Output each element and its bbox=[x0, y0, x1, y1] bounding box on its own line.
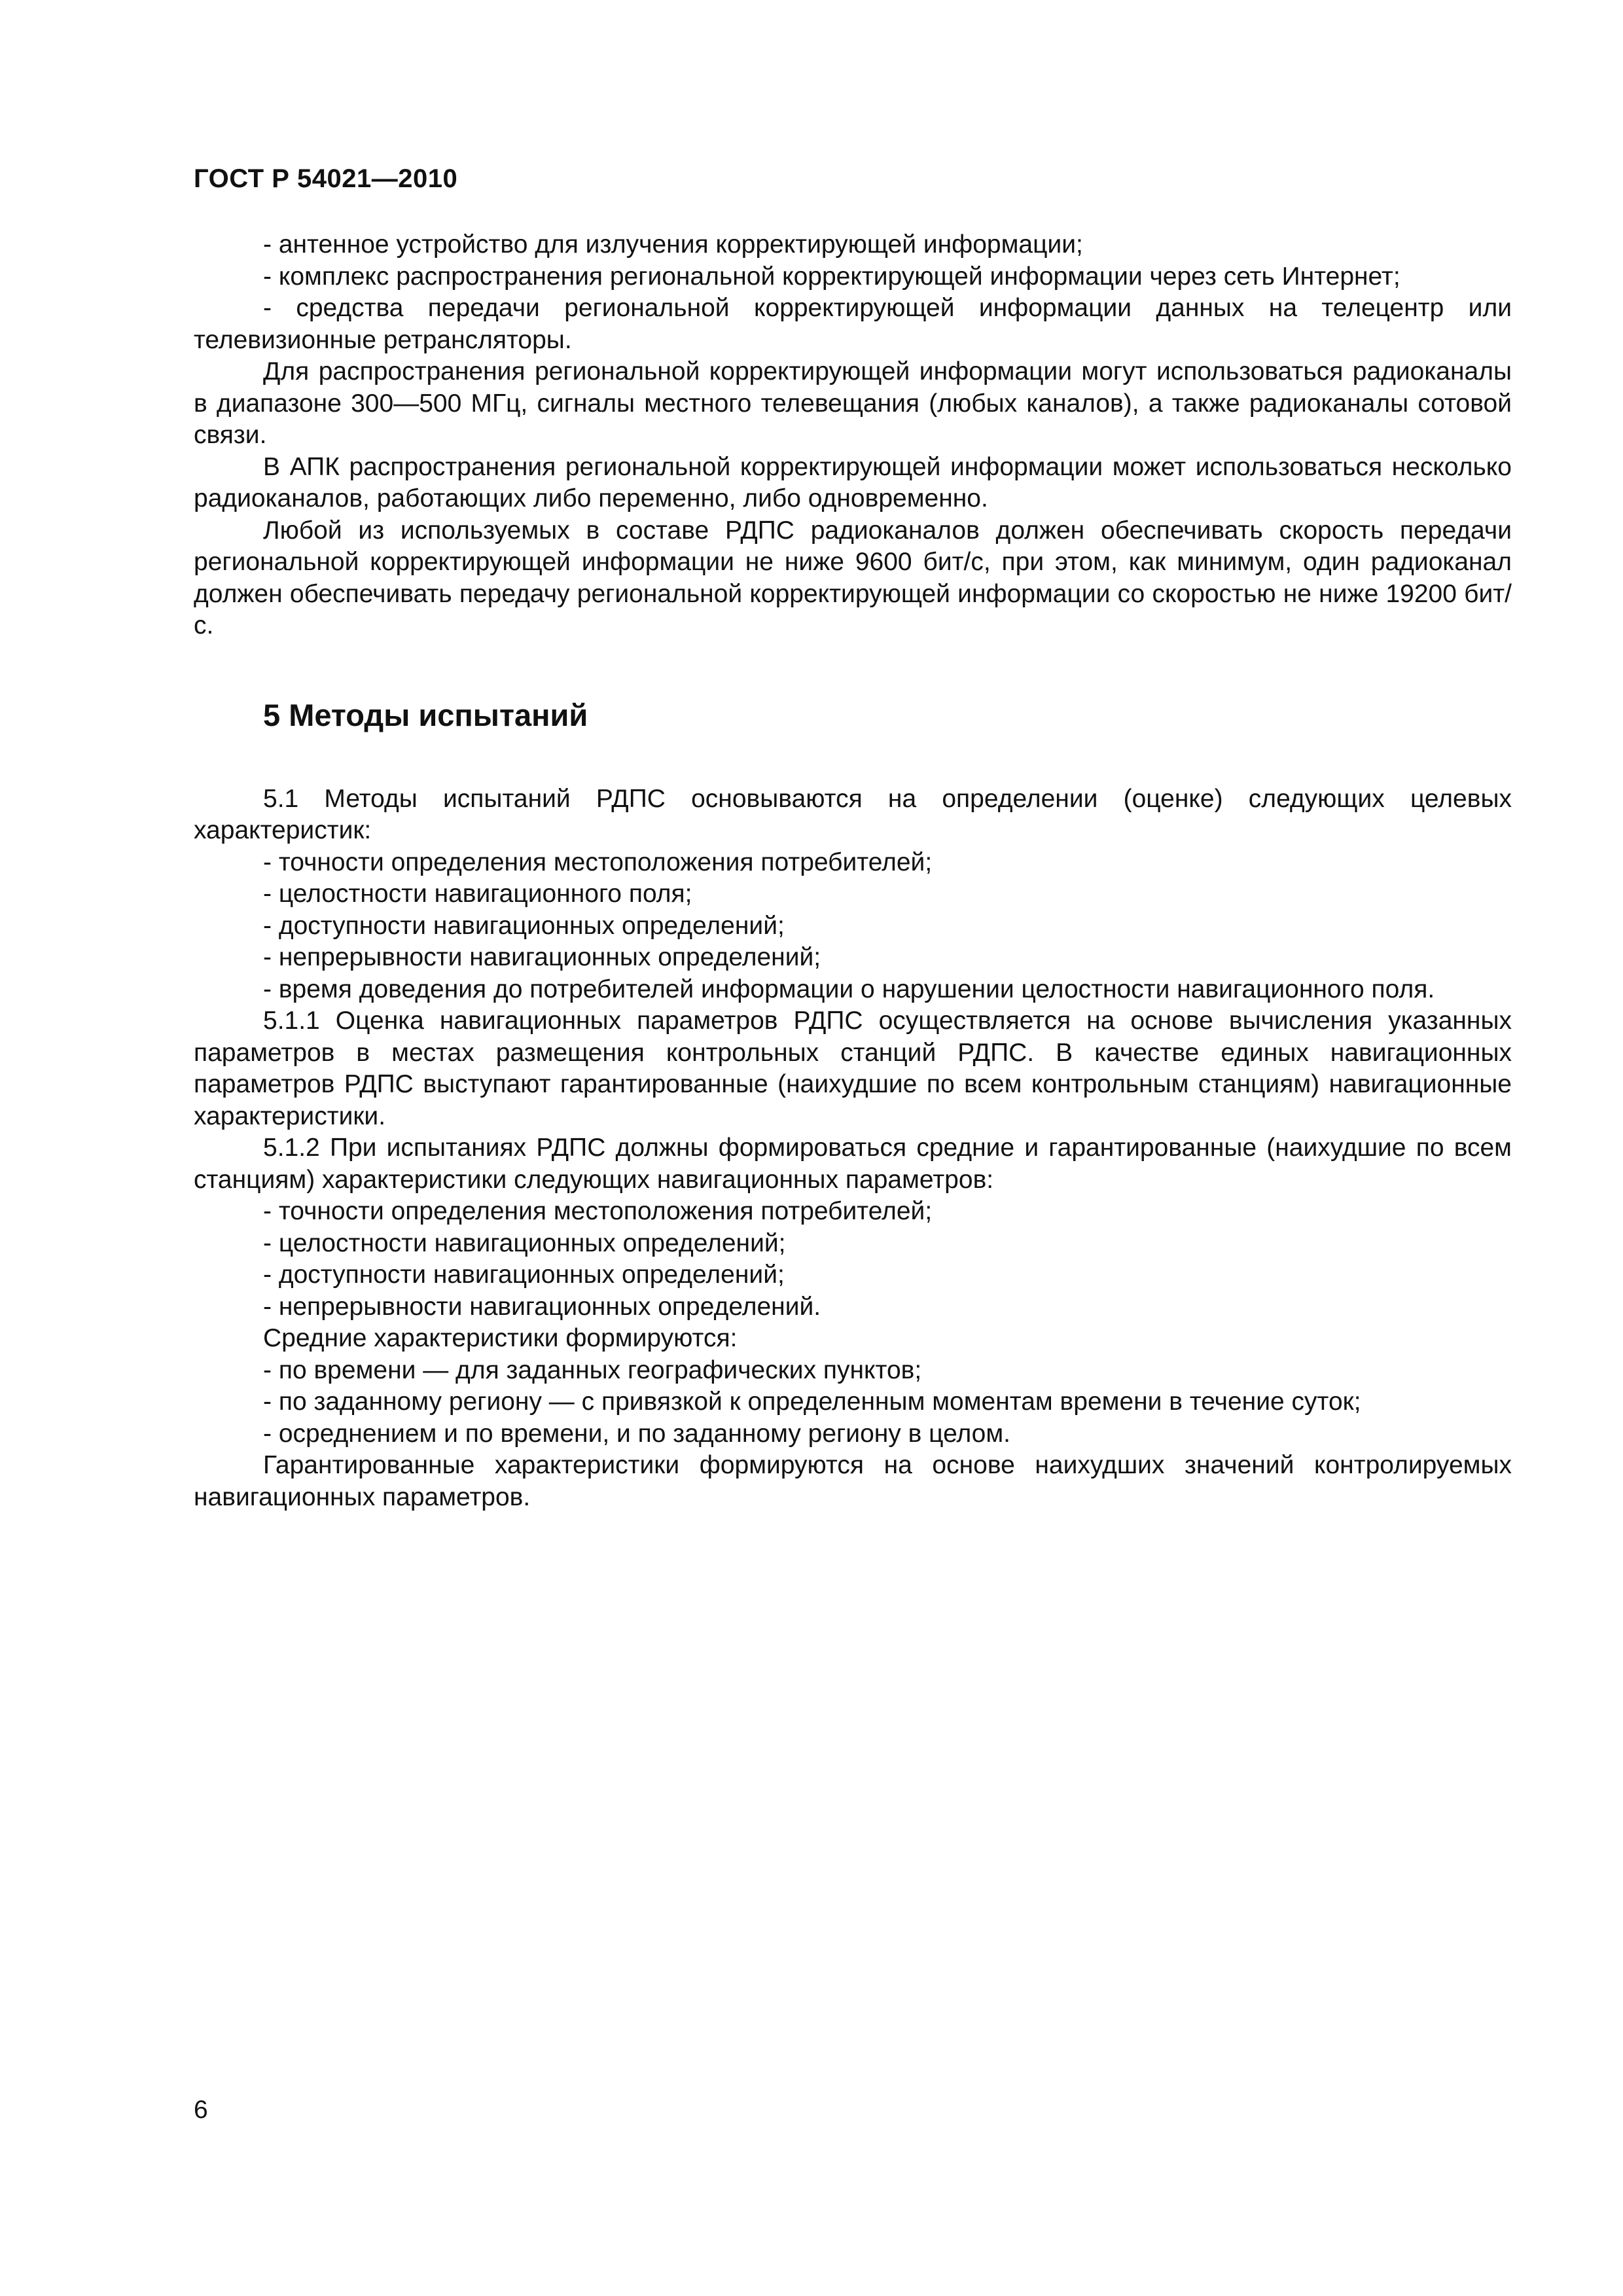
section-title: 5 Методы испытаний bbox=[263, 697, 588, 732]
list-item: - точности определения местоположения потребителей; bbox=[263, 848, 933, 876]
list-item: - доступности навигационных определений; bbox=[263, 911, 785, 940]
document-header-code: ГОСТ Р 54021—2010 bbox=[194, 164, 458, 193]
paragraph-5-1-2: 5.1.2 При испытаниях РДПС должны формироваться средние и гарантированные (наихудшие по всем станциям) характеристики следующих навигационных параметров: bbox=[194, 1134, 1512, 1194]
list-item: - непрерывности навигационных определений. bbox=[263, 1292, 821, 1321]
list-item: - комплекс распространения региональной корректирующей информации через сеть Интернет; bbox=[263, 262, 1400, 291]
paragraph-5-1-1: 5.1.1 Оценка навигационных параметров РДПС осуществляется на основе вычисления указанных параметров в местах размещения контрольных станций РДПС. В качестве единых навигационных параметров РДПС выступают гарантированные (наихудшие по всем контрольным станциям) навигационные характеристики. bbox=[194, 1007, 1512, 1130]
list-item: - доступности навигационных определений; bbox=[263, 1261, 785, 1289]
paragraph-channels: Для распространения региональной корректирующей информации могут использоваться радиоканалы в диапазоне 300—500 МГц, сигналы местного телевещания (любых каналов), а также радиоканалы сотовой связи. bbox=[194, 357, 1512, 449]
list-item: - целостности навигационного поля; bbox=[263, 880, 692, 908]
paragraph-average-intro: Средние характеристики формируются: bbox=[263, 1324, 738, 1352]
list-item: - непрерывности навигационных определений; bbox=[263, 943, 821, 971]
list-item: - точности определения местоположения потребителей; bbox=[263, 1197, 933, 1225]
document-body bbox=[194, 229, 1512, 1513]
list-item: - по заданному региону — с привязкой к определенным моментам времени в течение суток; bbox=[263, 1388, 1361, 1416]
paragraph-5-1: 5.1 Методы испытаний РДПС основываются на определении (оценке) следующих целевых характеристик: bbox=[194, 784, 1512, 844]
list-item: - антенное устройство для излучения корректирующей информации; bbox=[263, 230, 1083, 259]
list-item: - время доведения до потребителей информации о нарушении целостности навигационного поля. bbox=[263, 975, 1435, 1003]
paragraph-speed: Любой из используемых в составе РДПС радиоканалов должен обеспечивать скорость передачи региональной корректирующей информации не ниже 9600 бит/с, при этом, как минимум, один радиоканал должен обеспечивать передачу региональной корректирующей информации со скоростью не ниже 19200 бит/с. bbox=[194, 516, 1512, 639]
list-item: - осреднением и по времени, и по заданному региону в целом. bbox=[263, 1419, 1011, 1448]
paragraph-apk: В АПК распространения региональной корректирующей информации может использоваться несколько радиоканалов, работающих либо переменно, либо одновременно. bbox=[194, 452, 1512, 512]
list-item: - целостности навигационных определений; bbox=[263, 1229, 786, 1257]
paragraph-guaranteed: Гарантированные характеристики формируются на основе наихудших значений контролируемых навигационных параметров. bbox=[194, 1451, 1512, 1511]
list-item: - по времени — для заданных географических пунктов; bbox=[263, 1355, 922, 1384]
page-number: 6 bbox=[194, 2096, 208, 2124]
list-item: - средства передачи региональной корректирующей информации данных на телецентр или телевизионные ретрансляторы. bbox=[194, 294, 1512, 354]
